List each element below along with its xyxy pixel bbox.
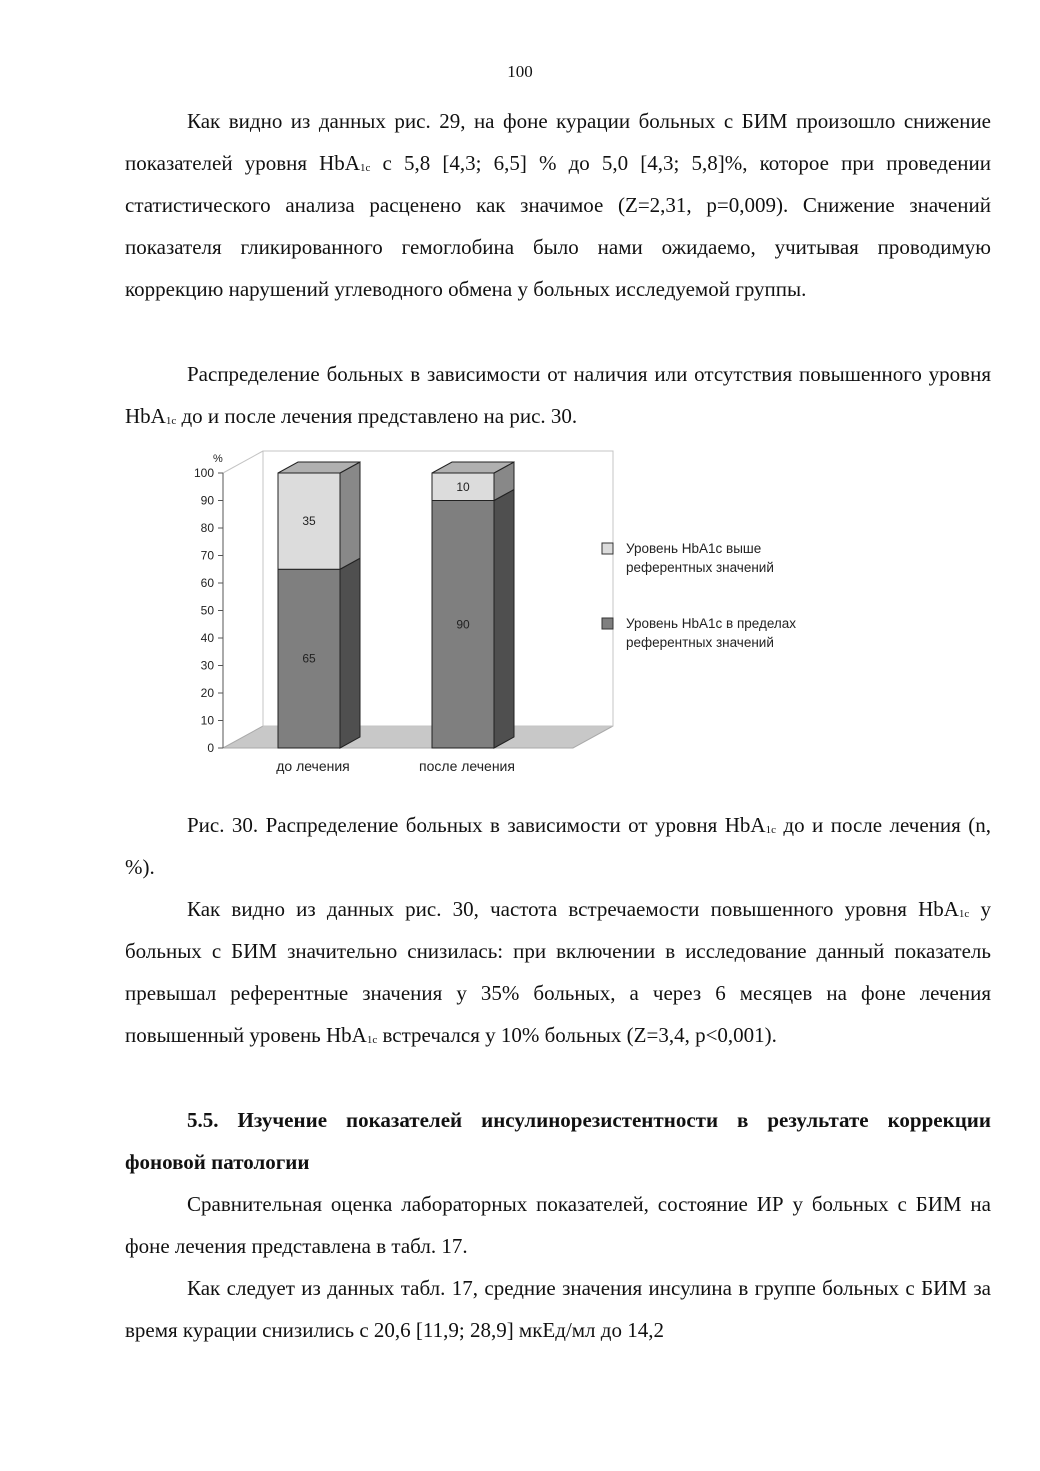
y-tick-label: 0 — [207, 741, 214, 755]
bar-segment — [278, 462, 360, 569]
figure-caption — [125, 804, 991, 888]
legend-label-line: Уровень HbA1c выше — [626, 541, 762, 556]
y-tick-label: 100 — [193, 466, 214, 480]
legend-label-line: референтных значений — [626, 635, 774, 650]
x-category-label: после лечения — [419, 758, 515, 774]
subscript-1c: 1c — [359, 162, 371, 174]
y-tick-label: 40 — [200, 631, 214, 645]
chart-legend — [602, 541, 796, 650]
y-tick-label: 60 — [200, 576, 214, 590]
bar-value-label: 65 — [302, 651, 316, 666]
paragraph-1-part-b: с 5,8 [4,3; 6,5] % до 5,0 [4,3; 5,8]%, которое при проведении статистического анализа расценено как значимое (Z=2,31, p=0,009). Снижение значений показателя гликированного гемоглобина было нами ожидаемо, учитывая проводимую коррекцию нарушений углеводного обмена у больных исследуемой группы. — [125, 151, 992, 301]
bar-value-label: 10 — [456, 479, 470, 494]
legend-label-line: Уровень HbA1c в пределах — [626, 616, 797, 631]
stacked-bar-chart — [180, 448, 860, 793]
section-heading: 5.5. Изучение показателей инсулинорезистентности в результате коррекции фоновой патологии — [125, 1108, 991, 1174]
page-number: 100 — [507, 62, 533, 81]
bar-segment-side — [340, 462, 360, 569]
paragraph-4: Сравнительная оценка лабораторных показателей, состояние ИР у больных с БИМ на фоне лечения представлена в табл. 17. — [125, 1192, 991, 1258]
x-category-label: до лечения — [276, 758, 350, 774]
y-tick-label: 90 — [200, 493, 214, 508]
figure-caption-part-a: Рис. 30. Распределение больных в зависимости от уровня HbA — [187, 813, 766, 837]
paragraph-3-part-c: встречался у 10% больных (Z=3,4, p<0,001). — [377, 1023, 777, 1047]
chart-depth-edge — [223, 451, 263, 473]
bar-value-label: 35 — [302, 514, 316, 529]
subscript-1c: 1c — [958, 908, 970, 920]
y-tick-label: 70 — [200, 548, 214, 563]
legend-swatch — [602, 618, 613, 629]
paragraph-2 — [125, 353, 991, 437]
bar-segment-side — [340, 558, 360, 748]
subscript-1c: 1c — [765, 824, 776, 836]
figure-caption-part-b: до и после лечения (n, %). — [125, 813, 992, 879]
y-axis-unit-label: % — [213, 453, 223, 465]
y-tick-label: 10 — [200, 713, 214, 728]
paragraph-2-part-a: Распределение больных в зависимости от наличия или отсутствия повышенного уровня HbA — [125, 362, 991, 428]
paragraph-2-part-b: до и после лечения представлено на рис. 30. — [176, 404, 578, 428]
bar-segment — [432, 490, 514, 749]
y-tick-label: 50 — [200, 603, 214, 618]
legend-label-line: референтных значений — [626, 560, 774, 575]
subscript-1c: 1c — [366, 1034, 378, 1046]
bar-value-label: 90 — [456, 617, 470, 632]
paragraph-1 — [125, 100, 991, 310]
bar-segment-side — [494, 490, 514, 749]
subscript-1c: 1c — [165, 415, 177, 427]
paragraph-5: Как следует из данных табл. 17, средние значения инсулина в группе больных с БИМ за время курации снизились с 20,6 [11,9; 28,9] мкЕд/мл до 14,2 — [125, 1276, 991, 1342]
bar-segment — [432, 462, 514, 501]
legend-swatch — [602, 543, 613, 554]
y-tick-label: 80 — [200, 521, 214, 535]
paragraph-3-part-b: у больных с БИМ значительно снизилась: при включении в исследование данный показатель превышал референтные значения у 35% больных, а через 6 месяцев на фоне лечения повышенный уровень HbA — [125, 897, 991, 1047]
y-tick-label: 20 — [200, 686, 214, 700]
y-tick-label: 30 — [200, 658, 214, 673]
paragraph-1-part-a: Как видно из данных рис. 29, на фоне курации больных с БИМ произошло снижение показателей уровня HbA — [125, 109, 991, 175]
bar-segment — [278, 558, 360, 748]
paragraph-3-part-a: Как видно из данных рис. 30, частота встречаемости повышенного уровня HbA — [187, 897, 959, 921]
paragraph-3 — [125, 888, 991, 1056]
